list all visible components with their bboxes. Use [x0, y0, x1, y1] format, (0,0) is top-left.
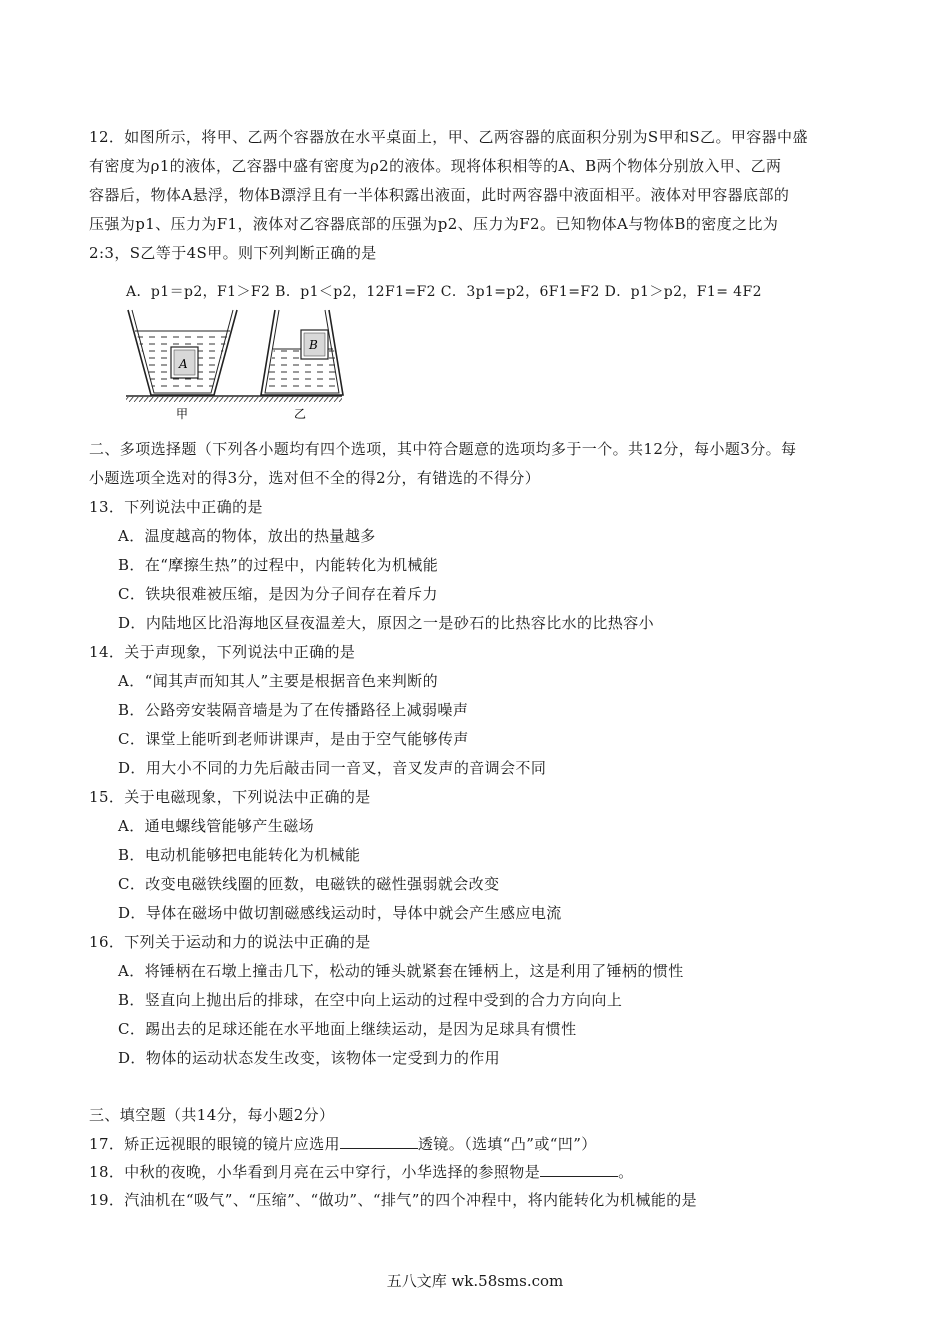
q18-text-before: 18．中秋的夜晚，小华看到月亮在云中穿行，小华选择的参照物是 [89, 1163, 541, 1181]
section3-title: 三、填空题（共14分，每小题2分） [89, 1106, 335, 1124]
q14-stem: 14．关于声现象，下列说法中正确的是 [89, 643, 356, 661]
section2-line-1: 二、多项选择题（下列各小题均有四个选项，其中符合题意的选项均多于一个。共12分，每小题3分。每 [89, 440, 797, 458]
q13-option-b: B．在“摩擦生热”的过程中，内能转化为机械能 [118, 556, 439, 574]
q17-text-before: 17．矫正远视眼的眼镜的镜片应选用 [89, 1135, 340, 1153]
page-footer: 五八文库 wk.58sms.com [386, 1272, 564, 1290]
q16-option-c: C．踢出去的足球还能在水平地面上继续运动，是因为足球具有惯性 [118, 1020, 577, 1038]
q15-option-a: A．通电螺线管能够产生磁场 [118, 817, 315, 835]
q19-text: 19．汽油机在“吸气”、“压缩”、“做功”、“排气”的四个冲程中，将内能转化为机械能的是 [89, 1191, 698, 1209]
q12-line-1: 12．如图所示，将甲、乙两个容器放在水平桌面上，甲、乙两容器的底面积分别为S甲和S乙。甲容器中盛 [89, 128, 808, 146]
q15-option-c: C．改变电磁铁线圈的匝数，电磁铁的磁性强弱就会改变 [118, 875, 500, 893]
q18 [89, 1162, 634, 1182]
caption-yi: 乙 [294, 407, 307, 421]
q16-option-a: A．将锤柄在石墩上撞击几下，松动的锤头就紧套在锤柄上，这是利用了锤柄的惯性 [118, 962, 684, 980]
q16-stem: 16．下列关于运动和力的说法中正确的是 [89, 933, 371, 951]
q12-line-4: 压强为p1、压力为F1，液体对乙容器底部的压强为p2、压力为F2。已知物体A与物体B的密度之比为 [89, 215, 779, 233]
q18-answer-blank[interactable] [540, 1162, 618, 1177]
q15-stem: 15．关于电磁现象，下列说法中正确的是 [89, 788, 371, 806]
caption-jia: 甲 [176, 407, 189, 421]
object-a-label: A [179, 357, 188, 371]
q14-option-b: B．公路旁安装隔音墙是为了在传播路径上减弱噪声 [118, 701, 469, 719]
q17 [89, 1134, 597, 1154]
q12-line-2: 有密度为ρ1的液体，乙容器中盛有密度为ρ2的液体。现将体积相等的A、B两个物体分别放入甲、乙两 [89, 157, 782, 175]
q13-stem: 13．下列说法中正确的是 [89, 498, 263, 516]
container-yi [261, 310, 343, 395]
q14-option-a: A．“闻其声而知其人”主要是根据音色来判断的 [118, 672, 438, 690]
q15-option-b: B．电动机能够把电能转化为机械能 [118, 846, 361, 864]
q16-option-d: D．物体的运动状态发生改变，该物体一定受到力的作用 [118, 1049, 501, 1067]
q14-option-d: D．用大小不同的力先后敲击同一音叉，音叉发声的音调会不同 [118, 759, 547, 777]
q18-text-after: 。 [618, 1163, 634, 1181]
q17-answer-blank[interactable] [340, 1134, 418, 1149]
q12-line-3: 容器后，物体A悬浮，物体B漂浮且有一半体积露出液面，此时两容器中液面相平。液体对甲容器底部的 [89, 186, 790, 204]
q17-text-after: 透镜。（选填“凸”或“凹”） [417, 1135, 597, 1153]
q13-option-c: C．铁块很难被压缩，是因为分子间存在着斥力 [118, 585, 438, 603]
q12-options: A．p1＝p2，F1＞F2 B．p1＜p2，12F1=F2 C．3p1=p2，6F1=F2 D．p1＞p2，F1= 4F2 [126, 284, 762, 300]
q16-option-b: B．竖直向上抛出后的排球，在空中向上运动的过程中受到的合力方向向上 [118, 991, 623, 1009]
object-b-label: B [309, 338, 318, 352]
q14-option-c: C．课堂上能听到老师讲课声，是由于空气能够传声 [118, 730, 469, 748]
container-figure [124, 306, 344, 426]
q15-option-d: D．导体在磁场中做切割磁感线运动时，导体中就会产生感应电流 [118, 904, 562, 922]
q13-option-a: A．温度越高的物体，放出的热量越多 [118, 527, 376, 545]
q13-option-d: D．内陆地区比沿海地区昼夜温差大，原因之一是砂石的比热容比水的比热容小 [118, 614, 655, 632]
q12-line-5: 2:3，S乙等于4S甲。则下列判断正确的是 [89, 244, 377, 262]
container-jia [128, 310, 237, 395]
section2-line-2: 小题选项全选对的得3分，选对但不全的得2分，有错选的不得分） [89, 469, 541, 487]
